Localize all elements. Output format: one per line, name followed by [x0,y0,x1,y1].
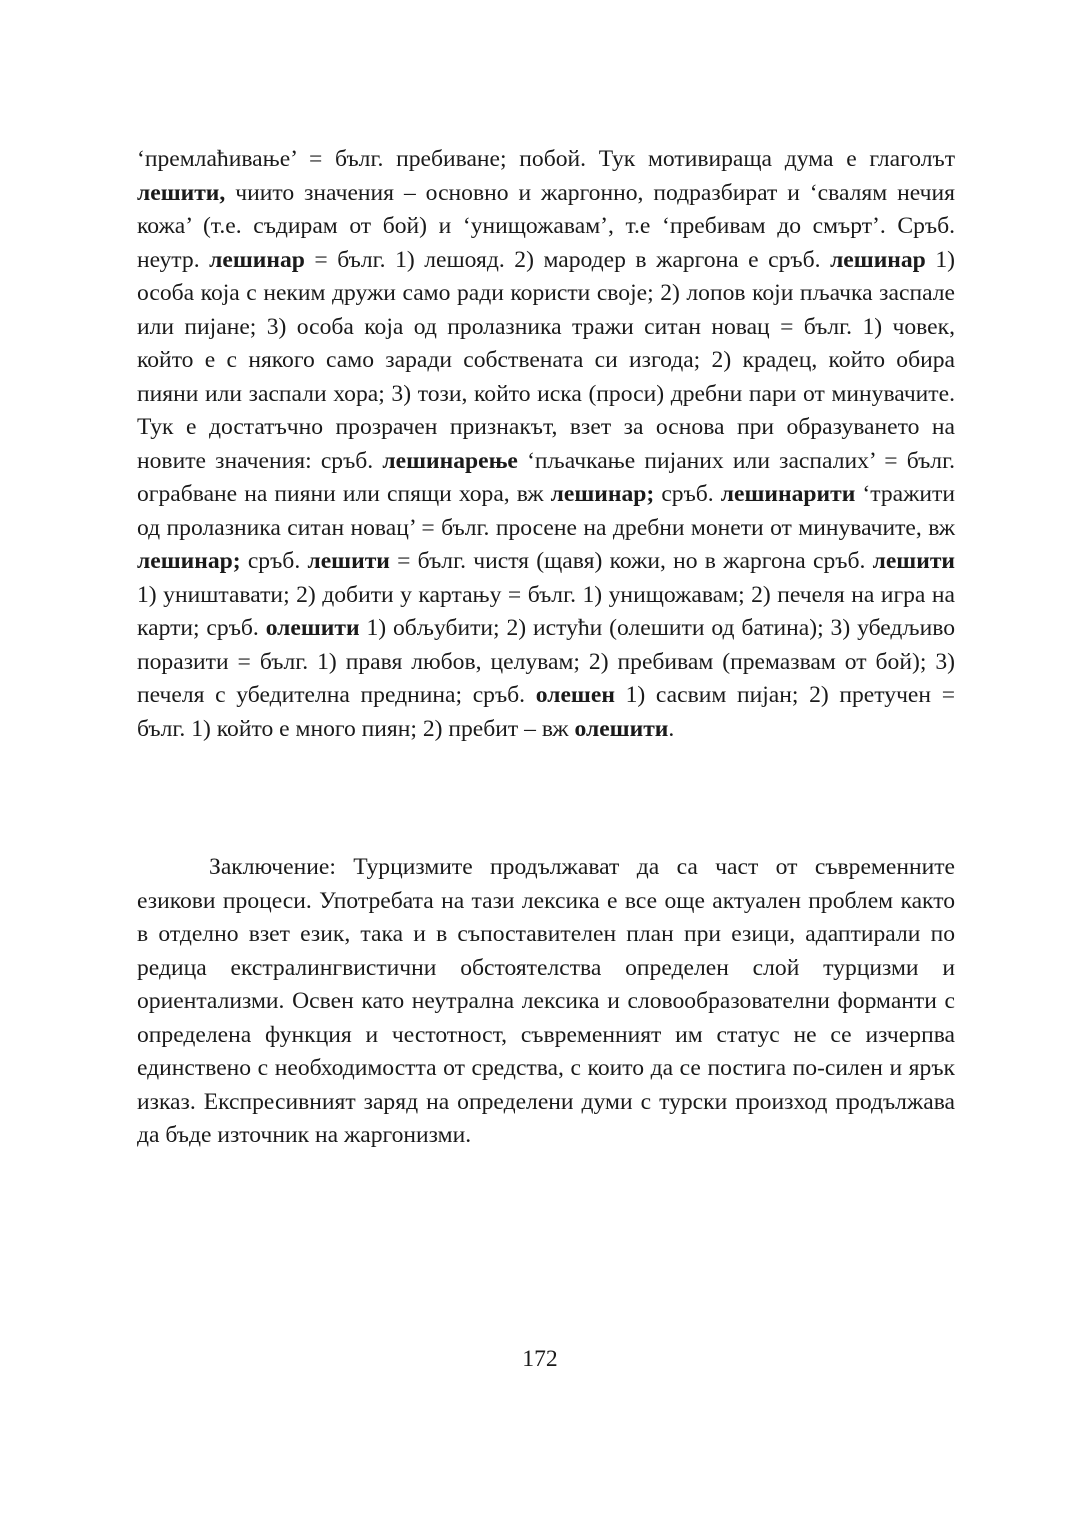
text-run: = бълг. чистя (щавя) кожи, но в жаргона сръб. [389,548,873,574]
headword: лешинарење [382,447,518,474]
conclusion-paragraph: Заключение: Турцизмите продължават да са част от съвременните езикови процеси. Употребата на тази лексика е все още актуален проблем както в отделно взет език, така и в съпоставителен план при езици, адаптирали по редица екстралингвистични обстоятелства определен слой турцизми и ориентализми. Освен като неутрална лексика и словообразователни форманти с определена функция и честотност, съвременният им статус не се изчерпва единствено с необходимостта от средства, с които да се постига по-силен и ярък изказ. Експресивният заряд на определени думи с турски произход продължава да бъде източник на жаргонизми. [137,854,955,1148]
headword: олешити [265,615,360,641]
headword: олешити [574,715,669,742]
text-run: 1) уништавати; 2) добити у картању = бълг. 1) унищожавам; 2) печеля на игра на карти; сръб. [137,581,955,641]
text-run: 1) сасвим пијан; 2) претучен = бълг. 1) който е много пиян; 2) пребит – вж [137,682,955,742]
headword: лешинарити [720,481,856,507]
body-paragraph-1 [137,143,955,746]
text-run: сръб. [654,481,721,507]
text-run: чиито значения – основно и жаргонно, подразбират и ‘свалям нечия кожа’ (т.е. съдирам от бой) и ‘унищожавам’, т.е ‘пребивам до смърт’. Сръб. неутр. [137,179,955,273]
text-run: ‘тражити од пролазника ситан новац’ = бълг. просене на дребни монети от минувачите, вж [137,481,955,541]
text-run: . [668,715,675,742]
text-run: 1) обљубити; 2) истући (олешити од батина); 3) убедљиво поразити = бълг. 1) правя любов, целувам; 2) пребивам (премазвам от бой); 3) печеля с убедителна преднина; сръб. [137,615,955,708]
text-run: 1) особа која с неким дружи само ради користи своје; 2) лопов који пљачка заспале или пијане; 3) особа која од пролазника тражи ситан новац = бълг. 1) човек, който е с някого само заради собствената си изгода; 2) крадец, който обира пияни или заспали хора; 3) този, който иска (проси) дребни пари от минувачите. Тук е достатъчно прозрачен признакът, взет за основа при образуването на новите значения: сръб. [137,246,955,474]
headword: лешинар; [550,481,655,507]
headword: лешити, [137,179,226,206]
text-run: сръб. [240,548,308,574]
headword: олешен [535,682,615,708]
headword: лешити [307,548,390,574]
headword: лешинар; [137,548,241,574]
headword: лешинар [830,246,926,273]
headword: лешити [872,548,955,574]
page-number: 172 [522,1346,558,1372]
text-run: ‘премлаћивање’ = бълг. пребиване; побой. Тук мотивираща дума е глаголът [137,146,955,172]
headword: лешинар [209,246,305,273]
text-run: = бълг. 1) лешояд. 2) мародер в жаргона е сръб. [304,246,831,273]
text-run: ‘пљачкање пијаних или заспалих’ = бълг. ограбване на пияни или спящи хора, вж [137,447,955,507]
